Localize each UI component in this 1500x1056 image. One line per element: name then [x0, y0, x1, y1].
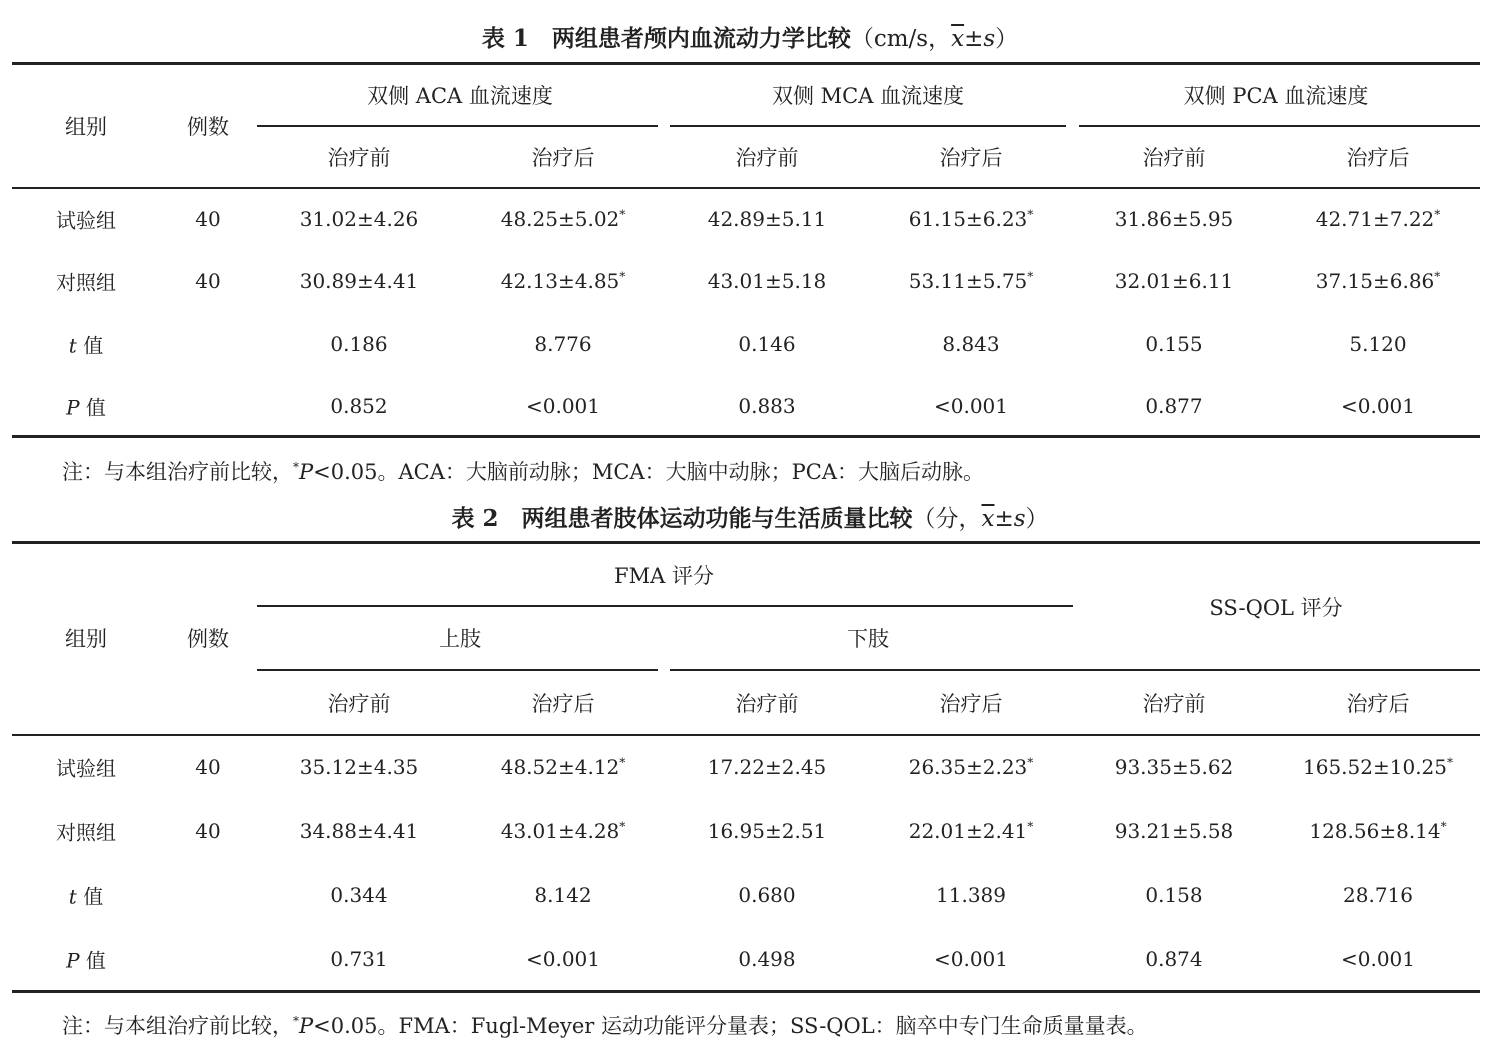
cell-value: <0.001	[1340, 394, 1416, 418]
table1-header-rule	[12, 187, 1480, 189]
significance-star: *	[1027, 819, 1034, 834]
cell-value: 0.146	[738, 332, 796, 356]
cell-value: <0.001	[933, 947, 1009, 971]
table-cell	[300, 755, 419, 779]
table1-header-mca: 双侧 MCA 血流速度	[771, 84, 965, 108]
table-cell	[1316, 269, 1441, 293]
cell-value: 0.344	[330, 883, 388, 907]
significance-star: *	[619, 269, 626, 284]
cell-value: 0.877	[1145, 394, 1203, 418]
table-cell	[501, 755, 626, 779]
significance-star: *	[1027, 207, 1034, 222]
significance-star: *	[619, 819, 626, 834]
table1-header-pca: 双侧 PCA 血流速度	[1183, 84, 1369, 108]
table-cell	[330, 883, 387, 907]
significance-star: *	[1434, 269, 1441, 284]
table2-sub-lower-before: 治疗前	[735, 692, 799, 716]
table2-title-mean-symbol: $\overline{x}$	[981, 506, 995, 532]
table2-bottom-rule	[12, 990, 1480, 993]
cell-value: 93.35±5.62	[1114, 755, 1234, 779]
table-cell	[738, 332, 795, 356]
row-label	[69, 330, 103, 359]
cell-value: 42.71±7.22	[1315, 207, 1435, 231]
table2-header-n: 例数	[187, 627, 229, 651]
table2-upper-rule	[257, 669, 658, 671]
row-label	[66, 945, 106, 974]
table-cell	[708, 819, 827, 843]
table-cell	[526, 947, 600, 971]
table1-title-close: ）	[995, 26, 1019, 52]
cell-value: 0.874	[1145, 947, 1203, 971]
cell-value: <0.001	[933, 394, 1009, 418]
cell-value: <0.001	[1340, 947, 1416, 971]
cell-value: 42.89±5.11	[707, 207, 827, 231]
table1-aca-rule	[257, 125, 658, 127]
table2-title-sd-symbol: s	[1013, 506, 1026, 532]
table-cell	[934, 394, 1008, 418]
cell-value: 53.11±5.75	[908, 269, 1028, 293]
table-cell	[936, 883, 1006, 907]
table-cell	[708, 755, 827, 779]
row-label: 试验组	[56, 756, 116, 781]
cell-value: 165.52±10.25	[1303, 755, 1447, 779]
row-label-symbol: t	[68, 333, 77, 358]
table2-note-text: <0.05。FMA：Fugl-Meyer 运动功能评分量表；SS-QOL：脑卒中专门生命质量量表。	[313, 1014, 1148, 1038]
table1-sub-aca-before: 治疗前	[327, 146, 391, 170]
table1-sub-mca-before: 治疗前	[735, 146, 799, 170]
table-cell	[1115, 269, 1234, 293]
cell-value: <0.001	[525, 394, 601, 418]
table2-title	[0, 500, 1500, 533]
table1-bottom-rule	[12, 435, 1480, 438]
cell-value: 17.22±2.45	[707, 755, 827, 779]
table-cell	[534, 332, 591, 356]
table2-sub-ssqol-before: 治疗前	[1142, 692, 1206, 716]
row-label	[66, 392, 106, 421]
table-cell	[501, 269, 626, 293]
significance-star: *	[1434, 207, 1441, 222]
cell-value: 0.498	[738, 947, 796, 971]
table1-note-text: <0.05。ACA：大脑前动脉；MCA：大脑中动脉；PCA：大脑后动脉。	[313, 460, 984, 484]
table1-title-sd-symbol: s	[983, 26, 996, 52]
table-cell	[1145, 394, 1202, 418]
row-n: 40	[195, 269, 221, 293]
table1-header-n: 例数	[187, 115, 229, 139]
cell-value: 35.12±4.35	[299, 755, 419, 779]
table-cell	[526, 394, 600, 418]
table-cell	[330, 947, 387, 971]
table2-title-close: ）	[1025, 506, 1049, 532]
table2-header-ssqol: SS-QOL 评分	[1209, 596, 1343, 620]
row-label-text: 值	[76, 333, 104, 358]
table2-header-upper: 上肢	[439, 627, 481, 651]
table2-header-rule	[12, 734, 1480, 736]
table-cell	[708, 207, 827, 231]
table1-top-rule	[12, 62, 1480, 65]
table-cell	[909, 269, 1034, 293]
cell-value: 11.389	[936, 883, 1006, 907]
table2-fma-rule	[257, 605, 1073, 607]
table2-header-group: 组别	[65, 627, 107, 651]
significance-star: *	[619, 207, 626, 222]
cell-value: 16.95±2.51	[707, 819, 827, 843]
table1-mca-rule	[670, 125, 1066, 127]
table-cell	[1343, 883, 1413, 907]
table-cell	[330, 332, 387, 356]
cell-value: 22.01±2.41	[908, 819, 1028, 843]
row-label-text: 值	[76, 884, 104, 909]
row-label-symbol: P	[66, 395, 80, 420]
row-n: 40	[195, 819, 221, 843]
cell-value: 31.02±4.26	[299, 207, 419, 231]
table1-title-pm: ±	[964, 26, 984, 52]
cell-value: 34.88±4.41	[299, 819, 419, 843]
cell-value: 0.883	[738, 394, 796, 418]
table1-title	[0, 20, 1500, 53]
cell-value: 93.21±5.58	[1114, 819, 1234, 843]
table1-title-mean-symbol: $\overline{x}$	[951, 26, 965, 52]
table2-title-unit: （分，	[912, 506, 982, 532]
table2-title-pm: ±	[994, 506, 1014, 532]
table1-sub-mca-after: 治疗后	[939, 146, 1003, 170]
table-cell	[1303, 755, 1453, 779]
table1-note-star: *	[293, 460, 299, 474]
cell-value: 42.13±4.85	[500, 269, 620, 293]
table-cell	[738, 947, 795, 971]
cell-value: 37.15±6.86	[1315, 269, 1435, 293]
table-cell	[738, 394, 795, 418]
table-cell	[501, 819, 626, 843]
table1-sub-aca-after: 治疗后	[531, 146, 595, 170]
table-cell	[1349, 332, 1406, 356]
table-cell	[1309, 819, 1446, 843]
table2-sub-upper-after: 治疗后	[531, 692, 595, 716]
table2-title-text: 表 2 两组患者肢体运动功能与生活质量比较	[451, 505, 913, 532]
cell-value: 0.852	[330, 394, 388, 418]
table1-note	[62, 456, 984, 486]
row-label: 对照组	[56, 270, 116, 295]
table2-note-p: P	[299, 1014, 314, 1038]
table2-ssqol-rule	[1073, 669, 1480, 671]
cell-value: 5.120	[1349, 332, 1407, 356]
row-label-text: 值	[79, 948, 106, 973]
table2-top-rule	[12, 541, 1480, 544]
table2-lower-rule	[670, 669, 1073, 671]
table-cell	[534, 883, 591, 907]
row-label-text: 值	[79, 395, 106, 420]
table-cell	[909, 207, 1034, 231]
cell-value: 8.843	[942, 332, 1000, 356]
cell-value: 61.15±6.23	[908, 207, 1028, 231]
significance-star: *	[1440, 819, 1447, 834]
significance-star: *	[1027, 269, 1034, 284]
table1-sub-pca-before: 治疗前	[1142, 146, 1206, 170]
table-cell	[942, 332, 999, 356]
table-cell	[330, 394, 387, 418]
cell-value: 30.89±4.41	[299, 269, 419, 293]
table-cell	[1316, 207, 1441, 231]
table-cell	[501, 207, 626, 231]
table2-sub-ssqol-after: 治疗后	[1346, 692, 1410, 716]
cell-value: 8.142	[534, 883, 592, 907]
table1-sub-pca-after: 治疗后	[1346, 146, 1410, 170]
table-cell	[1341, 394, 1415, 418]
table2-note-star: *	[293, 1014, 299, 1028]
table1-pca-rule	[1079, 125, 1480, 127]
table1-note-prefix: 注：与本组治疗前比较，	[62, 460, 293, 484]
table-cell	[1341, 947, 1415, 971]
table2-sub-lower-after: 治疗后	[939, 692, 1003, 716]
cell-value: 26.35±2.23	[908, 755, 1028, 779]
cell-value: 48.52±4.12	[500, 755, 620, 779]
cell-value: <0.001	[525, 947, 601, 971]
cell-value: 28.716	[1343, 883, 1413, 907]
row-n: 40	[195, 207, 221, 231]
table1-title-text: 表 1 两组患者颅内血流动力学比较	[481, 25, 851, 52]
table-cell	[738, 883, 795, 907]
table-cell	[300, 207, 419, 231]
table-cell	[300, 269, 419, 293]
table1-title-unit: （cm/s，	[850, 26, 952, 52]
cell-value: 31.86±5.95	[1114, 207, 1234, 231]
table-cell	[1145, 947, 1202, 971]
row-label: 对照组	[56, 820, 116, 845]
table2-note	[62, 1010, 1148, 1040]
table-cell	[1115, 207, 1234, 231]
cell-value: 32.01±6.11	[1114, 269, 1234, 293]
table1-header-aca: 双侧 ACA 血流速度	[367, 84, 553, 108]
table-cell	[708, 269, 827, 293]
cell-value: 0.155	[1145, 332, 1203, 356]
row-label-symbol: t	[68, 884, 77, 909]
table1-header-group: 组别	[65, 115, 107, 139]
row-label	[69, 881, 103, 910]
cell-value: 0.680	[738, 883, 796, 907]
table-cell	[300, 819, 419, 843]
significance-star: *	[1027, 755, 1034, 770]
cell-value: 43.01±5.18	[707, 269, 827, 293]
significance-star: *	[619, 755, 626, 770]
table2-sub-upper-before: 治疗前	[327, 692, 391, 716]
table-cell	[909, 755, 1034, 779]
significance-star: *	[1447, 755, 1453, 770]
cell-value: 0.731	[330, 947, 388, 971]
cell-value: 8.776	[534, 332, 592, 356]
table2-header-lower: 下肢	[847, 627, 889, 651]
table-cell	[1115, 819, 1234, 843]
table-cell	[934, 947, 1008, 971]
cell-value: 0.186	[330, 332, 388, 356]
row-label-symbol: P	[66, 948, 80, 973]
row-label: 试验组	[56, 208, 116, 233]
cell-value: 48.25±5.02	[500, 207, 620, 231]
cell-value: 43.01±4.28	[500, 819, 620, 843]
row-n: 40	[195, 755, 221, 779]
table-cell	[1145, 883, 1202, 907]
cell-value: 0.158	[1145, 883, 1203, 907]
table-cell	[1115, 755, 1234, 779]
table-cell	[909, 819, 1034, 843]
table2-header-fma: FMA 评分	[614, 564, 714, 588]
table2-note-prefix: 注：与本组治疗前比较，	[62, 1014, 293, 1038]
cell-value: 128.56±8.14	[1309, 819, 1441, 843]
table-cell	[1145, 332, 1202, 356]
table1-note-p: P	[299, 460, 314, 484]
